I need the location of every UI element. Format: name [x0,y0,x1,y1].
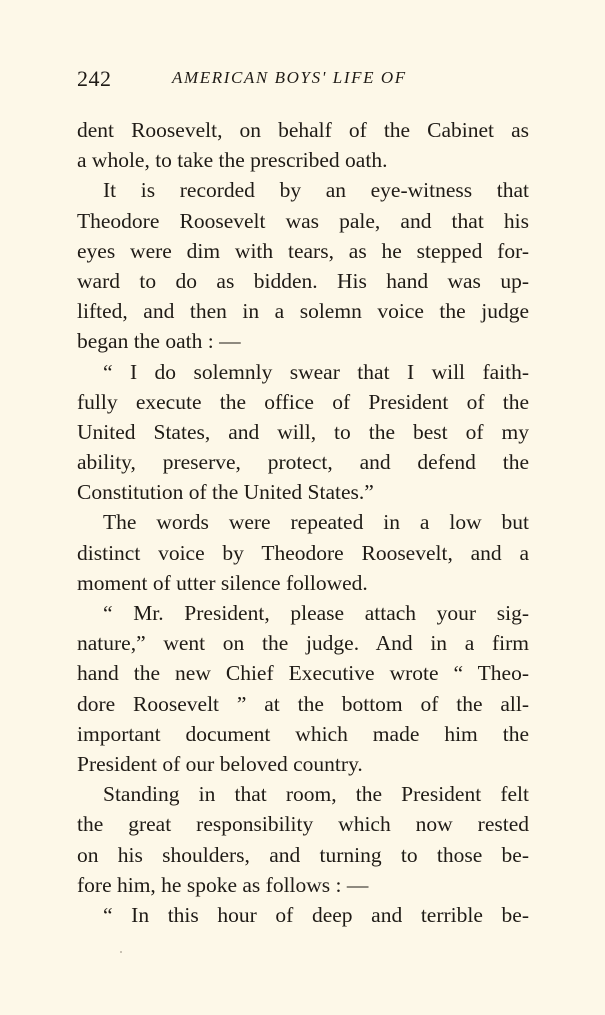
text-line: ward to do as bidden. His hand was up- [77,268,529,293]
text-line: “ In this hour of deep and terrible be- [103,902,529,927]
page-number: 242 [77,66,112,91]
text-line: Standing in that room, the President felt [103,782,529,807]
text-line: important document which made him the [77,721,529,746]
text-line: “ I do solemnly swear that I will faith- [103,359,529,384]
text-line: President of our beloved country. [77,751,363,776]
text-line: the great responsibility which now rested [77,812,529,837]
running-title: AMERICAN BOYS' LIFE OF [172,68,407,87]
text-line: It is recorded by an eye-witness that [103,178,529,203]
text-line: Theodore Roosevelt was pale, and that his [77,208,529,233]
text-line: lifted, and then in a solemn voice the judge [77,299,529,324]
text-line: hand the new Chief Executive wrote “ Theo- [77,661,529,686]
text-line: fully execute the office of President of the [77,389,529,414]
text-line: “ Mr. President, please attach your sig- [103,601,529,625]
text-line: distinct voice by Theodore Roosevelt, and a [77,540,529,565]
body-text [77,115,529,930]
text-line: ability, preserve, protect, and defend the [77,450,529,475]
text-line: fore him, he spoke as follows : — [77,872,369,897]
paper-speck [120,951,122,953]
running-head [77,66,529,96]
text-line: moment of utter silence followed. [77,570,368,595]
text-line: dore Roosevelt ” at the bottom of the all- [77,691,529,716]
text-line: eyes were dim with tears, as he stepped for- [77,238,529,263]
text-line: nature,” went on the judge. And in a firm [77,631,529,656]
text-line: on his shoulders, and turning to those be- [77,842,529,867]
text-line: United States, and will, to the best of my [77,419,529,444]
text-line: began the oath : — [77,329,241,354]
text-line: a whole, to take the prescribed oath. [77,148,388,173]
text-line: dent Roosevelt, on behalf of the Cabinet as [77,118,529,142]
text-line: Constitution of the United States.” [77,480,374,505]
text-line: The words were repeated in a low but [103,510,529,535]
